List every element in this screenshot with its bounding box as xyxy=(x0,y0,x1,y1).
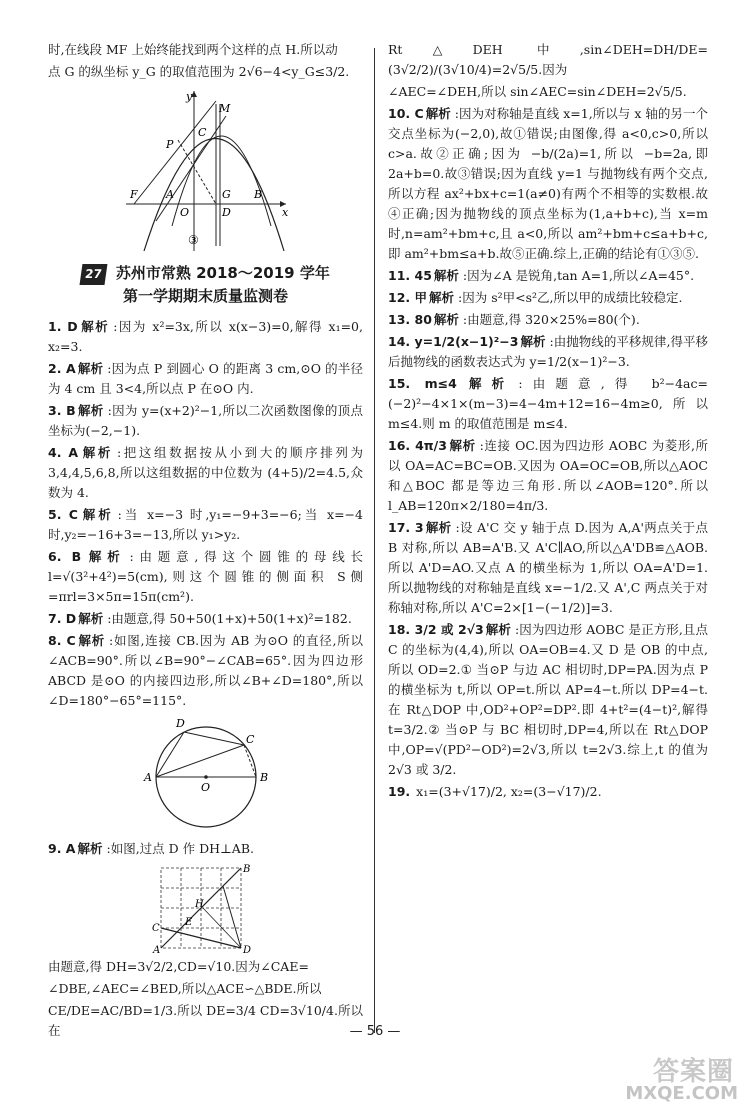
answer-item: 13. 80 解析 :由题意,得 320×25%=80(个). xyxy=(388,312,640,327)
grid-figure xyxy=(151,863,261,953)
fig1-label: D xyxy=(221,206,231,219)
item9-continuation-right: Rt△DEH 中,sin∠DEH=DH/DE=(3√2/2)/(3√10/4)=2√5/5.因为 xyxy=(388,42,708,77)
watermark-logo: 答案圈 xyxy=(652,1057,734,1087)
answer-item: 7. D 解析 :由题意,得 50+50(1+x)+50(1+x)²=182. xyxy=(48,610,352,626)
answer-item: 12. 甲 解析 :因为 s²甲<s²乙,所以甲的成绩比较稳定. xyxy=(388,290,683,305)
answer-item: 5. C 解析 :当 x=−3 时,y₁=−9+3=−6;当 x=−4 时,y₂=−16+3=−13,所以 y₁>y₂. xyxy=(48,506,363,542)
answer-item: 16. 4π/3 解析 :连接 OC.因为四边形 AOBC 为菱形,所以 OA=AC=BC=OB.又因为 OA=OC=OB,所以△AOC 和△BOC 都是等边三角形.所以∠AOB=120°.所以 l_AB=120π×2/180=4π/3. xyxy=(388,438,708,513)
section-title-1: 苏州市常熟 2018～2019 学年 xyxy=(115,264,330,282)
fig3-label: A xyxy=(152,944,160,953)
parabola-figure xyxy=(116,86,296,256)
left-answer-list xyxy=(48,317,363,711)
section-heading xyxy=(48,262,363,309)
fig1-caption: ③ xyxy=(187,233,199,247)
fig2-label: A xyxy=(143,770,152,784)
answer-item: 11. 45 解析 :因为∠A 是锐角,tan A=1,所以∠A=45°. xyxy=(388,268,695,283)
answer-item: 4. A 解析 :把这组数据按从小到大的顺序排列为 3,4,4,5,6,8,所以这组数据的中位数为 (4+5)/2=4.5,众数为 4. xyxy=(48,444,363,500)
fig1-label: M xyxy=(218,102,230,115)
right-column xyxy=(388,40,708,804)
fig1-label: C xyxy=(197,126,206,139)
answer-item: 15. m≤4 解析 :由题意,得 b²−4ac=(−2)²−4×1×(m−3)=4−4m+12=16−4m≥0,所以 m≤4.则 m 的取值范围是 m≤4. xyxy=(388,376,708,431)
fig1-label: O xyxy=(179,206,189,219)
item9-continuation: CE/DE=AC/BD=1/3.所以 DE=3/4 CD=3√10/4.所以在 xyxy=(48,1002,363,1038)
item9-continuation: ∠DBE,∠AEC=∠BED,所以△ACE∽△BDE.所以 xyxy=(48,980,322,996)
fig1-label: B xyxy=(253,188,262,201)
fig1-label: P xyxy=(165,138,173,151)
intro-line-2: 点 G 的纵坐标 y_G 的取值范围为 2√6−4<y_G≤3/2. xyxy=(48,64,350,79)
section-title-2: 第一学期期末质量监测卷 xyxy=(122,287,288,306)
answer-item: 17. 3 解析 :设 A'C 交 y 轴于点 D.因为 A,A'两点关于点 B 对称,所以 AB=A'B.又 A'C∥AO,所以△A'DB≌△AOB.所以 A'D=AO.又点 A 的横坐标为 1,所以 OA=A'D=1.所以抛物线的对称轴是直线 x=−1/2.又 A',C 两点关于对称轴对称,所以 A'C=2×[1−(−1/2)]=3. xyxy=(388,520,708,615)
answer-item: 14. y=1/2(x−1)²−3 解析 :由抛物线的平移规律,得平移后抛物线的函数表达式为 y=1/2(x−1)²−3. xyxy=(388,334,708,369)
answer-item: 18. 3/2 或 2√3 解析 :因为四边形 AOBC 是正方形,且点 C 的坐标为(4,4),所以 OA=OB=4.又 D 是 OB 的中点,所以 OD=2.① 当⊙P 与边 AC 相切时,DP=PA.因为点 P 的横坐标为 t,所以 OP=t.所以 AP=4−t.所以 DP=4−t.在 Rt△DOP 中,OD²+OP²=DP².即 4+t²=(4−t)²,解得 t=3/2.② 当⊙P 与 BC 相切时,DP=4,所以在 Rt△DOP 中,OP=√(PD²−OD²)=2√3,所以 t=2√3.综上,t 的值为 2√3 或 3/2. xyxy=(388,622,708,777)
answer-item: 19. x₁=(3+√17)/2, x₂=(3−√17)/2. xyxy=(388,784,602,799)
watermark-url: MXQE.COM xyxy=(625,1083,738,1104)
fig3-label: E xyxy=(184,916,192,928)
answer-item: 2. A 解析 :因为点 P 到圆心 O 的距离 3 cm,⊙O 的半径为 4 cm 且 3<4,所以点 P 在⊙O 内. xyxy=(48,360,363,396)
left-column xyxy=(48,40,363,1043)
fig2-label: D xyxy=(175,716,185,730)
fig1-label: y xyxy=(185,90,192,103)
item9-continuation: 由题意,得 DH=3√2/2,CD=√10.因为∠CAE= xyxy=(48,958,309,974)
fig2-label: C xyxy=(245,732,254,746)
answer-item: 3. B 解析 :因为 y=(x+2)²−1,所以二次函数图像的顶点坐标为(−2,−1). xyxy=(48,402,363,438)
fig1-label: A xyxy=(165,188,174,201)
fig2-label: B xyxy=(259,770,268,784)
fig3-label: B xyxy=(242,863,250,875)
fig2-label: O xyxy=(200,780,210,794)
fig1-label: x xyxy=(281,206,288,219)
fig1-label: F xyxy=(129,188,138,201)
item9-continuation-right: ∠AEC=∠DEH,所以 sin∠AEC=sin∠DEH=2√5/5. xyxy=(388,84,687,99)
section-badge: 27 xyxy=(80,264,108,285)
fig3-label: C xyxy=(151,922,160,934)
fig3-label: D xyxy=(242,944,251,953)
answer-item: 9. A 解析 :如图,过点 D 作 DH⊥AB. xyxy=(48,840,254,856)
circle-figure xyxy=(136,715,276,835)
column-divider xyxy=(374,48,375,1033)
answer-item: 10. C 解析 :因为对称轴是直线 x=1,所以与 x 轴的另一个交点坐标为(−2,0),故①错误;由图像,得 a<0,c>0,所以 c>a.故②正确;因为 −b/(2a)=1,所以 −b=2a,即 2a+b=0.故③错误;因为直线 y=1 与抛物线有两个交点,所以方程 ax²+bx+c=1(a≠0)有两个不相等的实数根.故④正确;因为抛物线的顶点坐标为(1,a+b+c),当 x=m 时,n=am²+bm+c,且 a<0,所以 am²+bm+c≤a+b+c,即 am²+bm≤a+b.故⑤正确.综上,正确的结论有①③⑤. xyxy=(388,106,708,261)
fig1-label: G xyxy=(221,188,231,201)
intro-line-1: 时,在线段 MF 上始终能找到两个这样的点 H.所以动 xyxy=(48,42,338,57)
page-number: — 56 — xyxy=(349,1024,401,1039)
answer-item: 1. D 解析 :因为 x²=3x,所以 x(x−3)=0,解得 x₁=0, x₂=3. xyxy=(48,318,363,354)
answer-item: 6. B 解析 :由题意,得这个圆锥的母线长 l=√(3²+4²)=5(cm),则这个圆锥的侧面积 S侧=πrl=3×5π=15π(cm²). xyxy=(48,548,364,604)
fig3-label: H xyxy=(194,898,204,910)
answer-item: 8. C 解析 :如图,连接 CB.因为 AB 为⊙O 的直径,所以 ∠ACB=90°.所以∠B=90°−∠CAB=65°.因为四边形 ABCD 是⊙O 的内接四边形,所以∠B+∠D=180°,所以∠D=180°−65°=115°. xyxy=(48,632,363,708)
